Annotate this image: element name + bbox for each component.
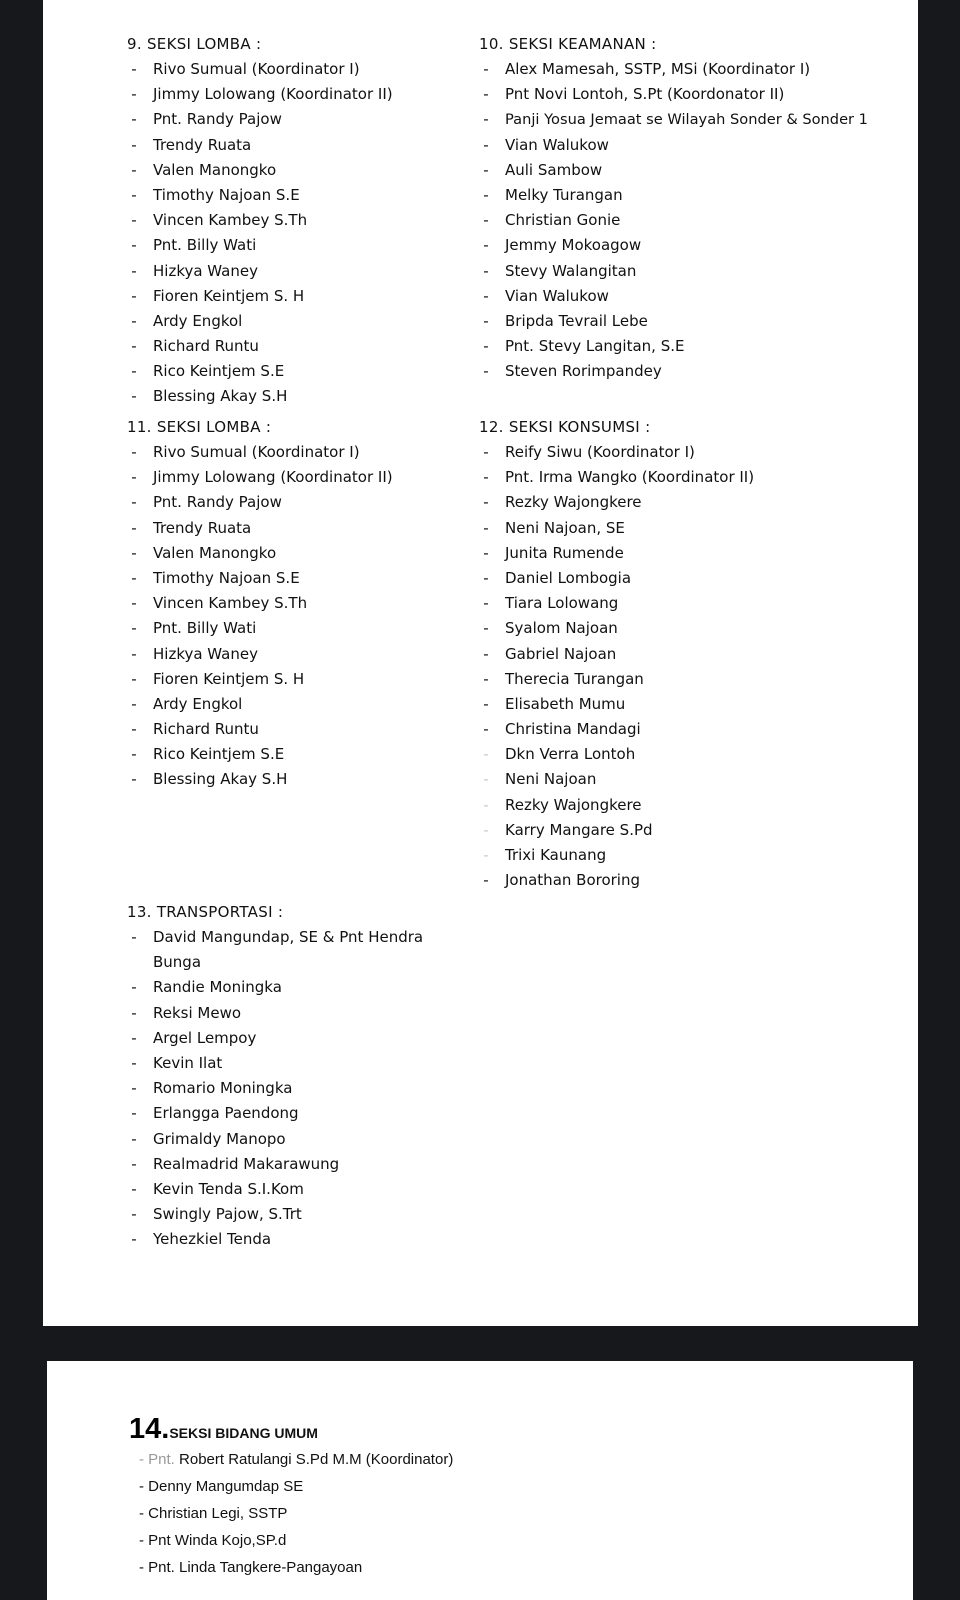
bullet-dash: -	[483, 594, 489, 613]
list-item	[479, 133, 868, 158]
member-name: Trixi Kaunang	[505, 846, 607, 864]
bullet-dash: -	[483, 795, 489, 814]
member-name: Reksi Mewo	[153, 1003, 242, 1022]
member-name: Tiara Lolowang	[505, 594, 619, 613]
bullet-dash: -	[483, 185, 489, 204]
member-name: Timothy Najoan S.E	[153, 568, 300, 587]
bullet-dash: -	[131, 286, 137, 305]
list-item	[479, 309, 868, 334]
list-item	[479, 359, 868, 384]
bullet-dash: -	[131, 135, 137, 154]
section-14-heading	[129, 1413, 318, 1446]
list-item	[127, 566, 393, 591]
list-item	[479, 107, 868, 132]
bullet-dash: -	[483, 286, 489, 305]
list-item	[479, 767, 754, 792]
list-item	[127, 133, 393, 158]
bullet-dash: -	[131, 1179, 137, 1198]
bullet-dash: -	[483, 669, 489, 688]
member-name: Rezky Wajongkere	[505, 795, 642, 814]
bullet-dash: -	[131, 211, 137, 230]
bullet-dash: -	[483, 820, 489, 839]
member-name: Valen Manongko	[153, 543, 277, 562]
bullet-dash: -	[131, 720, 137, 739]
list-item	[127, 465, 393, 490]
bullet-dash: -	[483, 543, 489, 562]
member-name: Jimmy Lolowang (Koordinator II)	[153, 85, 393, 104]
list-item	[479, 440, 754, 465]
bullet-dash: -	[483, 311, 489, 330]
list-item	[127, 1101, 423, 1126]
bullet-dash: -	[131, 745, 137, 764]
member-name: Auli Sambow	[505, 160, 603, 179]
member-name: Romario Moningka	[153, 1079, 293, 1098]
bullet-dash: -	[131, 543, 137, 562]
bullet-dash: -	[483, 85, 489, 104]
member-name: Vincen Kambey S.Th	[153, 211, 308, 230]
member-name: Pnt. Billy Wati	[153, 619, 257, 638]
member-name: Trendy Ruata	[153, 135, 252, 154]
list-item	[127, 183, 393, 208]
bullet-dash: -	[131, 337, 137, 356]
list-item	[127, 107, 393, 132]
list-item	[127, 309, 393, 334]
bullet-dash: -	[131, 978, 137, 997]
bullet-dash: -	[483, 846, 489, 864]
section-12-seksi-konsumsi	[479, 415, 754, 893]
bullet-dash: -	[131, 362, 137, 381]
bullet-dash: -	[131, 1104, 137, 1123]
section-title: SEKSI BIDANG UMUM	[169, 1425, 318, 1441]
section-title: 13. TRANSPORTASI :	[127, 903, 284, 921]
member-name: Richard Runtu	[153, 337, 259, 356]
member-name: Daniel Lombogia	[505, 568, 632, 587]
member-name: Christian Gonie	[505, 211, 621, 230]
bullet-dash: -	[483, 211, 489, 230]
member-name: Ardy Engkol	[153, 694, 243, 713]
section-title: 11. SEKSI LOMBA :	[127, 418, 272, 436]
member-list	[479, 57, 868, 384]
member-name: Richard Runtu	[153, 720, 259, 739]
list-item	[479, 82, 868, 107]
member-name: Steven Rorimpandey	[505, 362, 662, 381]
list-item	[127, 975, 423, 1000]
member-name: Gabriel Najoan	[505, 644, 617, 663]
list-item	[127, 259, 393, 284]
list-item	[479, 158, 868, 183]
member-name: Panji Yosua Jemaat se Wilayah Sonder & Sonder 1	[505, 111, 868, 129]
list-item	[479, 259, 868, 284]
list-item	[127, 57, 393, 82]
bullet-dash: -	[483, 694, 489, 713]
list-item	[479, 742, 754, 767]
section-13-transportasi	[127, 900, 423, 1252]
bullet-dash: -	[131, 1003, 137, 1022]
list-item	[479, 843, 754, 868]
bullet-dash: -	[483, 261, 489, 280]
list-item	[127, 1227, 423, 1252]
member-name: Valen Manongko	[153, 160, 277, 179]
member-name: Melky Turangan	[505, 185, 623, 204]
member-name: Realmadrid Makarawung	[153, 1154, 340, 1173]
list-item	[139, 1446, 453, 1473]
list-item: - Denny Mangumdap SE	[139, 1478, 304, 1495]
bullet-dash: -	[131, 261, 137, 280]
member-name: Therecia Turangan	[505, 669, 644, 688]
bullet-dash: -	[483, 135, 489, 154]
list-item	[127, 233, 393, 258]
list-item	[479, 667, 754, 692]
member-name: Karry Mangare S.Pd	[505, 820, 653, 839]
member-name: Elisabeth Mumu	[505, 694, 626, 713]
list-item	[479, 284, 868, 309]
list-item	[479, 717, 754, 742]
bullet-dash: -	[483, 493, 489, 512]
member-name: Blessing Akay S.H	[153, 387, 288, 406]
list-item	[127, 490, 393, 515]
member-list	[127, 57, 393, 410]
bullet-dash: -	[131, 1230, 137, 1249]
list-item	[127, 642, 393, 667]
list-item	[127, 616, 393, 641]
bullet-dash: -	[131, 311, 137, 330]
bullet-dash: -	[483, 619, 489, 638]
member-name: Robert Ratulangi S.Pd M.M (Koordinator)	[174, 1451, 454, 1468]
member-list	[479, 440, 754, 893]
member-list	[127, 440, 393, 793]
list-item	[127, 1076, 423, 1101]
bullet-dash: -	[131, 443, 137, 461]
member-name: Fioren Keintjem S. H	[153, 669, 305, 688]
list-item: - Pnt. Linda Tangkere-Pangayoan	[139, 1559, 363, 1576]
member-name: Dkn Verra Lontoh	[505, 745, 636, 764]
member-name: Jemmy Mokoagow	[505, 236, 642, 255]
list-item	[127, 1127, 423, 1152]
list-item	[127, 516, 393, 541]
member-name: Neni Najoan	[505, 770, 597, 789]
list-item	[479, 465, 754, 490]
member-name: Rivo Sumual (Koordinator I)	[153, 443, 360, 461]
list-item	[479, 516, 754, 541]
member-name: Neni Najoan, SE	[505, 518, 625, 537]
member-name: Bripda Tevrail Lebe	[505, 311, 648, 330]
member-name: Pnt. Stevy Langitan, S.E	[505, 337, 685, 356]
member-name: Pnt. Randy Pajow	[153, 110, 282, 129]
bullet-dash: -	[483, 160, 489, 179]
bullet-dash: -	[131, 669, 137, 688]
bullet-dash: -	[131, 928, 137, 946]
list-item	[479, 57, 868, 82]
list-item	[127, 440, 393, 465]
bullet-dash: -	[483, 871, 489, 890]
list-item	[127, 1051, 423, 1076]
bullet-dash: -	[483, 644, 489, 663]
member-name: Jimmy Lolowang (Koordinator II)	[153, 468, 393, 487]
list-item-continuation	[127, 950, 423, 975]
member-name: Argel Lempoy	[153, 1028, 257, 1047]
bullet-dash: -	[483, 236, 489, 255]
bullet-dash: -	[131, 1154, 137, 1173]
member-name: Rezky Wajongkere	[505, 493, 642, 512]
member-name: Randie Moningka	[153, 978, 282, 997]
member-name: Grimaldy Manopo	[153, 1129, 286, 1148]
bullet-dash: -	[483, 770, 489, 789]
document-page-1	[43, 0, 918, 1326]
member-prefix: - Pnt.	[139, 1451, 175, 1468]
member-name: Vian Walukow	[505, 135, 609, 154]
bullet-dash: -	[131, 1129, 137, 1148]
member-name: Ardy Engkol	[153, 311, 243, 330]
bullet-dash: -	[483, 720, 489, 739]
member-name: Trendy Ruata	[153, 518, 252, 537]
bullet-dash: -	[131, 468, 137, 487]
bullet-dash: -	[131, 60, 137, 78]
member-name: Christina Mandagi	[505, 720, 641, 739]
member-name: Kevin Ilat	[153, 1053, 223, 1072]
list-item	[127, 1001, 423, 1026]
member-name: Yehezkiel Tenda	[153, 1230, 272, 1249]
bullet-dash: -	[131, 236, 137, 255]
member-name: Junita Rumende	[505, 543, 624, 562]
member-name: Rico Keintjem S.E	[153, 745, 285, 764]
member-name: Pnt. Billy Wati	[153, 236, 257, 255]
list-item	[479, 793, 754, 818]
member-name: Rico Keintjem S.E	[153, 362, 285, 381]
section-11-seksi-lomba	[127, 415, 393, 793]
document-page-2	[47, 1361, 913, 1600]
member-list	[127, 925, 423, 1252]
section-10-seksi-keamanan	[479, 32, 868, 384]
member-name: Pnt. Irma Wangko (Koordinator II)	[505, 468, 755, 487]
list-item	[127, 717, 393, 742]
member-name: Erlangga Paendong	[153, 1104, 299, 1123]
list-item	[479, 818, 754, 843]
member-name: Timothy Najoan S.E	[153, 185, 300, 204]
bullet-dash: -	[131, 493, 137, 512]
bullet-dash: -	[483, 362, 489, 381]
member-name: Jonathan Bororing	[505, 871, 640, 890]
section-9-seksi-lomba	[127, 32, 393, 410]
bullet-dash: -	[131, 770, 137, 789]
bullet-dash: -	[131, 568, 137, 587]
member-name: Kevin Tenda S.I.Kom	[153, 1179, 304, 1198]
list-item	[127, 742, 393, 767]
member-name: Syalom Najoan	[505, 619, 618, 638]
bullet-dash: -	[131, 1028, 137, 1047]
member-name: David Mangundap, SE & Pnt Hendra	[153, 928, 424, 946]
member-name: Hizkya Waney	[153, 261, 258, 280]
bullet-dash: -	[131, 594, 137, 613]
list-item	[127, 158, 393, 183]
bullet-dash: -	[483, 468, 489, 487]
bullet-dash: -	[483, 60, 489, 78]
list-item	[479, 334, 868, 359]
member-name: Vian Walukow	[505, 286, 609, 305]
list-item	[479, 868, 754, 893]
list-item	[479, 541, 754, 566]
list-item	[479, 591, 754, 616]
list-item	[479, 642, 754, 667]
bullet-dash: -	[483, 337, 489, 356]
bullet-dash: -	[131, 1205, 137, 1224]
bullet-dash: -	[131, 110, 137, 129]
bullet-dash: -	[131, 518, 137, 537]
member-name: Reify Siwu (Koordinator I)	[505, 443, 695, 461]
list-item	[127, 1202, 423, 1227]
section-14-member-list	[139, 1446, 453, 1581]
list-item	[127, 1177, 423, 1202]
list-item	[127, 1026, 423, 1051]
section-title: 9. SEKSI LOMBA :	[127, 35, 262, 53]
member-name: Fioren Keintjem S. H	[153, 286, 305, 305]
bullet-dash: -	[131, 160, 137, 179]
list-item	[127, 208, 393, 233]
bullet-dash: -	[131, 619, 137, 638]
list-item	[127, 1152, 423, 1177]
list-item	[127, 334, 393, 359]
member-name: Rivo Sumual (Koordinator I)	[153, 60, 360, 78]
list-item	[127, 925, 423, 950]
bullet-dash: -	[131, 1053, 137, 1072]
list-item	[127, 692, 393, 717]
list-item	[127, 384, 393, 409]
list-item	[479, 208, 868, 233]
bullet-dash: -	[131, 1079, 137, 1098]
member-name: Alex Mamesah, SSTP, MSi (Koordinator I)	[505, 60, 811, 78]
bullet-dash: -	[131, 694, 137, 713]
bullet-dash: -	[131, 644, 137, 663]
list-item	[127, 284, 393, 309]
section-title: 12. SEKSI KONSUMSI :	[479, 418, 651, 436]
member-name: Vincen Kambey S.Th	[153, 594, 308, 613]
list-item	[127, 82, 393, 107]
list-item	[479, 692, 754, 717]
bullet-dash: -	[483, 443, 489, 461]
list-item	[127, 359, 393, 384]
list-item: - Christian Legi, SSTP	[139, 1505, 288, 1522]
member-name: Hizkya Waney	[153, 644, 258, 663]
bullet-dash: -	[483, 518, 489, 537]
list-item: - Pnt Winda Kojo,SP.d	[139, 1532, 287, 1549]
member-name: Pnt Novi Lontoh, S.Pt (Koordonator II)	[505, 85, 785, 104]
section-title: 10. SEKSI KEAMANAN :	[479, 35, 657, 53]
bullet-dash: -	[131, 85, 137, 104]
list-item	[127, 767, 393, 792]
bullet-dash: -	[483, 745, 489, 764]
bullet-dash: -	[483, 568, 489, 587]
member-name: Blessing Akay S.H	[153, 770, 288, 789]
section-number: 14.	[129, 1413, 170, 1445]
bullet-dash: -	[483, 110, 489, 129]
list-item	[479, 616, 754, 641]
member-name: Pnt. Randy Pajow	[153, 493, 282, 512]
bullet-dash: -	[131, 387, 137, 406]
member-name: Swingly Pajow, S.Trt	[153, 1205, 302, 1224]
list-item	[479, 183, 868, 208]
list-item	[127, 591, 393, 616]
list-item	[479, 490, 754, 515]
list-item	[479, 233, 868, 258]
list-item	[479, 566, 754, 591]
list-item	[127, 667, 393, 692]
bullet-dash: -	[131, 185, 137, 204]
member-name: Stevy Walangitan	[505, 261, 637, 280]
list-item	[127, 541, 393, 566]
member-name: Bunga	[153, 953, 202, 972]
